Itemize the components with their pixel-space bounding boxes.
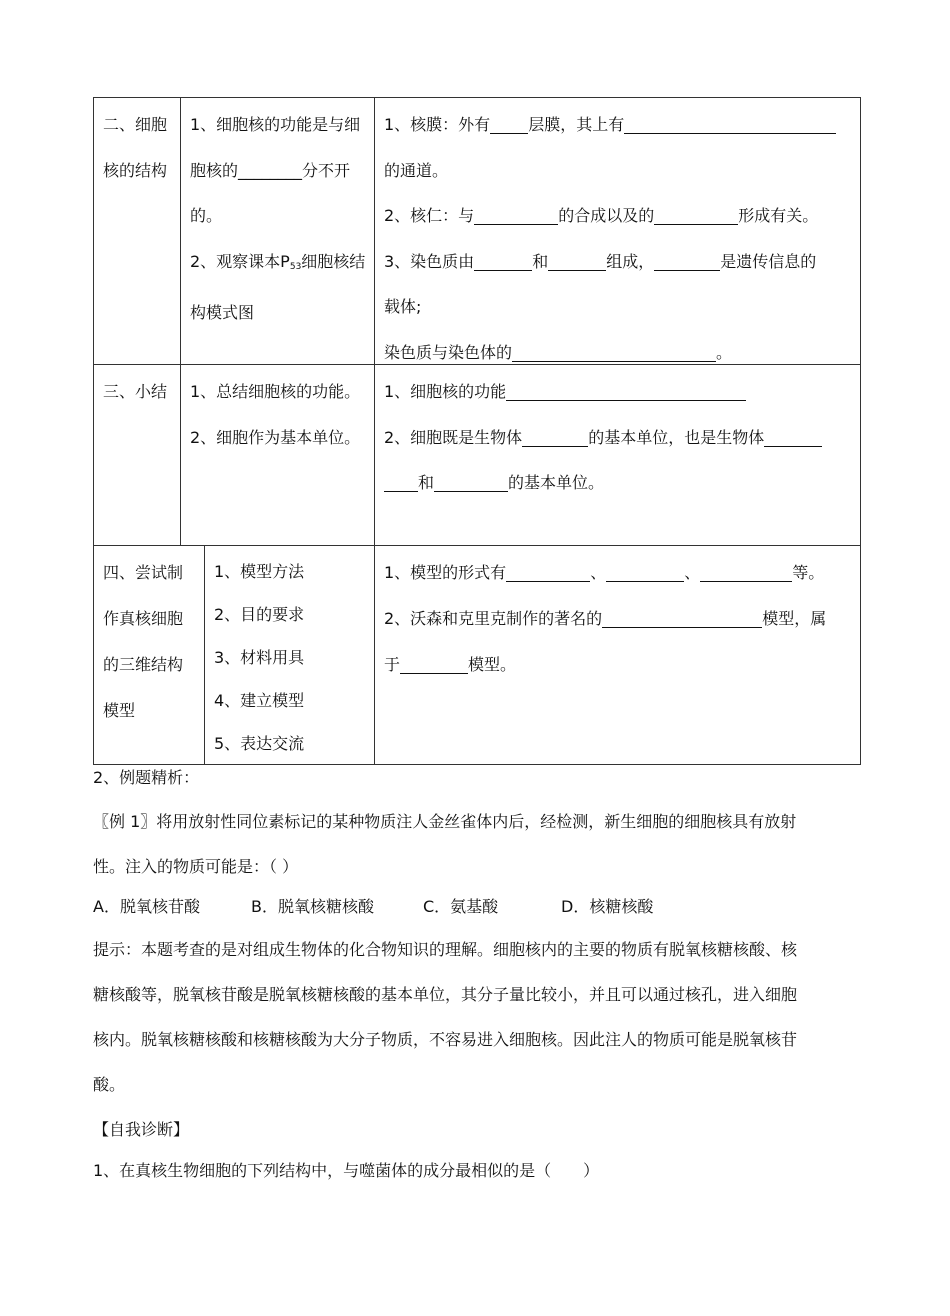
fill-blank[interactable] (474, 206, 558, 225)
fill-blank[interactable] (384, 473, 418, 492)
hint-line: 糖核酸等，脱氧核苷酸是脱氧核糖核酸的基本单位，其分子量比较小，并且可以通过核孔，进入细胞 (93, 985, 798, 1004)
content-line: 的通道。 (384, 160, 449, 180)
task-item: 1、模型方法 (214, 562, 305, 581)
fill-blank[interactable] (474, 252, 532, 271)
fill-blank[interactable] (490, 115, 528, 134)
task-item: 3、材料用具 (214, 648, 305, 667)
content-cell (374, 365, 860, 545)
table-row (94, 364, 860, 545)
task-item: 4、建立模型 (214, 691, 305, 710)
fill-blank[interactable] (506, 382, 746, 401)
content-line: 载体; (384, 297, 422, 316)
task-item: 2、细胞作为基本单位。 (190, 427, 361, 447)
fill-blank[interactable] (700, 563, 792, 582)
fill-blank[interactable] (506, 563, 590, 582)
row-title-cell (94, 98, 180, 364)
task-cell (180, 98, 374, 364)
task-cell (180, 365, 374, 545)
content-line: 2、沃森和克里克制作的著名的 模型，属 (384, 609, 827, 628)
task-item: 1、细胞核的功能是与细胞核的________分不开的。 (190, 115, 361, 225)
example-question-line: 性。注入的物质可能是：（ ） (93, 857, 299, 876)
task-cell (204, 546, 374, 764)
row-title-cell (94, 546, 204, 764)
fill-blank[interactable] (548, 252, 606, 271)
content-line: 1、核膜：外有 层膜，其上有 (384, 102, 852, 148)
row-title-cell (94, 365, 180, 545)
fill-blank[interactable] (654, 206, 738, 225)
example-options (93, 884, 863, 930)
hint-line: 核内。脱氧核糖核酸和核糖核酸为大分子物质，不容易进入细胞核。因此注人的物质可能是脱氧核苷 (93, 1030, 798, 1049)
content-line: 染色质与染色体的 。 (384, 342, 733, 362)
hint-line: 提示：本题考查的是对组成生物体的化合物知识的理解。细胞核内的主要的物质有脱氧核糖核酸、核 (93, 940, 798, 959)
fill-blank[interactable] (764, 428, 822, 447)
fill-blank[interactable] (400, 655, 468, 674)
content-line: 3、染色质由 和 组成， 是遗传信息的 (384, 251, 817, 271)
fill-blank[interactable] (602, 609, 762, 628)
content-line: 于 模型。 (384, 655, 517, 674)
row-title: 二、细胞核的结构 (103, 115, 168, 180)
content-line: 和 的基本单位。 (384, 460, 852, 506)
hint-line: 酸。 (93, 1075, 126, 1094)
study-table (93, 97, 861, 765)
option-c[interactable]: C．氨基酸 (423, 897, 499, 916)
content-line: 2、细胞既是生物体 的基本单位，也是生物体 (384, 415, 852, 461)
fill-blank[interactable] (654, 252, 720, 271)
fill-blank[interactable] (606, 563, 684, 582)
content-cell (374, 98, 860, 364)
row-title: 三、小结 (103, 382, 168, 401)
self-diagnosis-question: 1、在真核生物细胞的下列结构中，与噬菌体的成分最相似的是（ ） (93, 1161, 600, 1180)
content-line: 1、细胞核的功能 (384, 369, 852, 415)
task-item: 2、目的要求 (214, 605, 305, 624)
task-item: 1、总结细胞核的功能。 (190, 382, 361, 401)
option-b[interactable]: B．脱氧核糖核酸 (251, 897, 374, 916)
table-row (94, 98, 860, 364)
fill-blank[interactable] (624, 115, 836, 134)
section-heading: 2、例题精析： (93, 768, 200, 787)
table-row (94, 545, 860, 764)
fill-blank[interactable] (434, 473, 508, 492)
option-d[interactable]: D．核糖核酸 (561, 897, 654, 916)
task-item: 5、表达交流 (214, 734, 305, 753)
fill-blank[interactable] (522, 428, 588, 447)
fill-blank[interactable] (512, 343, 716, 362)
self-diagnosis-heading: 【自我诊断】 (93, 1120, 190, 1139)
option-a[interactable]: A．脱氧核苷酸 (93, 897, 200, 916)
example-question-line: 〖例 1〗将用放射性同位素标记的某种物质注人金丝雀体内后，经检测，新生细胞的细胞核具有放射 (93, 812, 797, 831)
content-cell (374, 546, 860, 764)
content-line: 2、核仁：与 的合成以及的 形成有关。 (384, 206, 819, 225)
content-line: 1、模型的形式有 、 、 等。 (384, 563, 825, 582)
row-title: 四、尝试制作真核细胞的三维结构模型 (103, 563, 184, 720)
task-item: 2、观察课本$P_{53}$细胞核结构模式图 (190, 251, 366, 322)
